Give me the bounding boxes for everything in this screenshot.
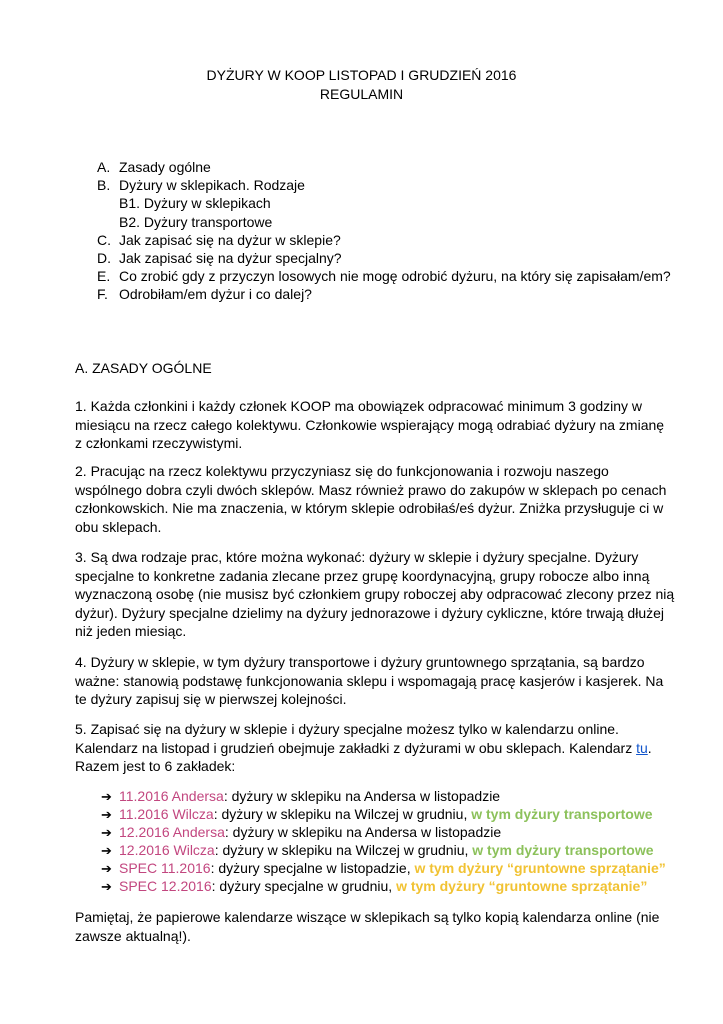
arrow-icon: ➔ [101,807,112,822]
arrow-icon: ➔ [101,879,112,894]
list-item: ➔ 12.2016 Wilcza: dyżury w sklepiku na Wilczej w grudniu, w tym dyżury transportowe [101,841,701,859]
list-item: ➔ SPEC 11.2016: dyżury specjalne w listopadzie, w tym dyżury “gruntowne sprzątanie” [101,859,701,877]
arrow-icon: ➔ [101,861,112,876]
arrow-icon: ➔ [101,825,112,840]
paragraph-1: 1. Każda członkini i każdy członek KOOP ma obowiązek odpracować minimum 3 godziny w miesiącu na rzecz całego kolektywu. Członkowie wspierający mogą odrabiać dyżury na zmianę z członkami rzeczywistymi. [75,398,665,451]
list-item: ➔ 11.2016 Andersa: dyżury w sklepiku na Andersa w listopadzie [101,787,701,805]
toc-item-b: B. Dyżury w sklepikach. Rodzaje [97,177,305,194]
toc-item-b1: B1. Dyżury w sklepikach [119,195,271,212]
list-item: ➔ 11.2016 Wilcza: dyżury w sklepiku na Wilczej w grudniu, w tym dyżury transportowe [101,805,701,823]
table-of-contents [97,158,697,304]
calendar-tabs-list [101,787,701,895]
document-title [0,66,723,104]
toc-item-a: A. Zasady ogólne [97,159,211,175]
toc-item-b2: B2. Dyżury transportowe [119,213,273,230]
footer-note: Pamiętaj, że papierowe kalendarze wiszące w sklepikach są tylko kopią kalendarza online (nie zawsze aktualną!). [75,909,660,944]
toc-item-e: E. Co zrobić gdy z przyczyn losowych nie mogę odrobić dyżuru, na który się zapisałam/em? [97,268,671,285]
arrow-icon: ➔ [101,843,112,858]
title-line-1: DYŻURY W KOOP LISTOPAD I GRUDZIEŃ 2016 [206,67,517,83]
paragraph-2: 2. Pracując na rzecz kolektywu przyczyniasz się do funkcjonowania i rozwoju naszego wspólnego dobra czyli dwóch sklepów. Masz również prawo do zakupów w sklepach po cenach członkowskich. Nie ma znaczenia, w którym sklepie odrobiłaś/eś dyżur. Zniżka przysługuje ci w obu sklepach. [75,463,667,535]
toc-item-f: F. Odrobiłam/em dyżur i co dalej? [97,286,312,303]
title-line-2: REGULAMIN [319,86,404,102]
arrow-icon: ➔ [101,789,112,804]
paragraph-4: 4. Dyżury w sklepie, w tym dyżury transportowe i dyżury gruntownego sprzątania, są bardzo ważne: stanowią podstawę funkcjonowania sklepu i wspomagają pracę kasjerów i kasjerek. Na te dyżury zapisuj się w pierwszej kolejności. [75,654,664,707]
calendar-link[interactable]: tu [636,739,648,756]
section-a-heading: A. ZASADY OGÓLNE [75,360,212,376]
toc-item-d: D. Jak zapisać się na dyżur specjalny? [97,249,342,266]
paragraph-5: 5. Zapisać się na dyżury w sklepie i dyżury specjalne możesz tylko w kalendarzu online. Kalendarz na listopad i grudzień obejmuje zakładki z dyżurami w obu sklepach. Kalendarz tu. Razem jest to 6 zakładek: [75,721,652,774]
paragraph-3: 3. Są dwa rodzaje prac, które można wykonać: dyżury w sklepie i dyżury specjalne. Dyżury specjalne to konkretne zadania zlecane przez grupę koordynacyjną, grupy robocze albo inną wyznaczoną osobę (nie musisz być członkiem grupy roboczej aby odpracować zlecony przez nią dyżur). Dyżury specjalne dzielimy na dyżury jednorazowe i dyżury cykliczne, które trwają dłużej niż jeden miesiąc. [75,549,675,639]
list-item: ➔ 12.2016 Andersa: dyżury w sklepiku na Andersa w listopadzie [101,823,701,841]
list-item: ➔ SPEC 12.2016: dyżury specjalne w grudniu, w tym dyżury “gruntowne sprzątanie” [101,877,701,895]
toc-item-c: C. Jak zapisać się na dyżur w sklepie? [97,231,341,248]
